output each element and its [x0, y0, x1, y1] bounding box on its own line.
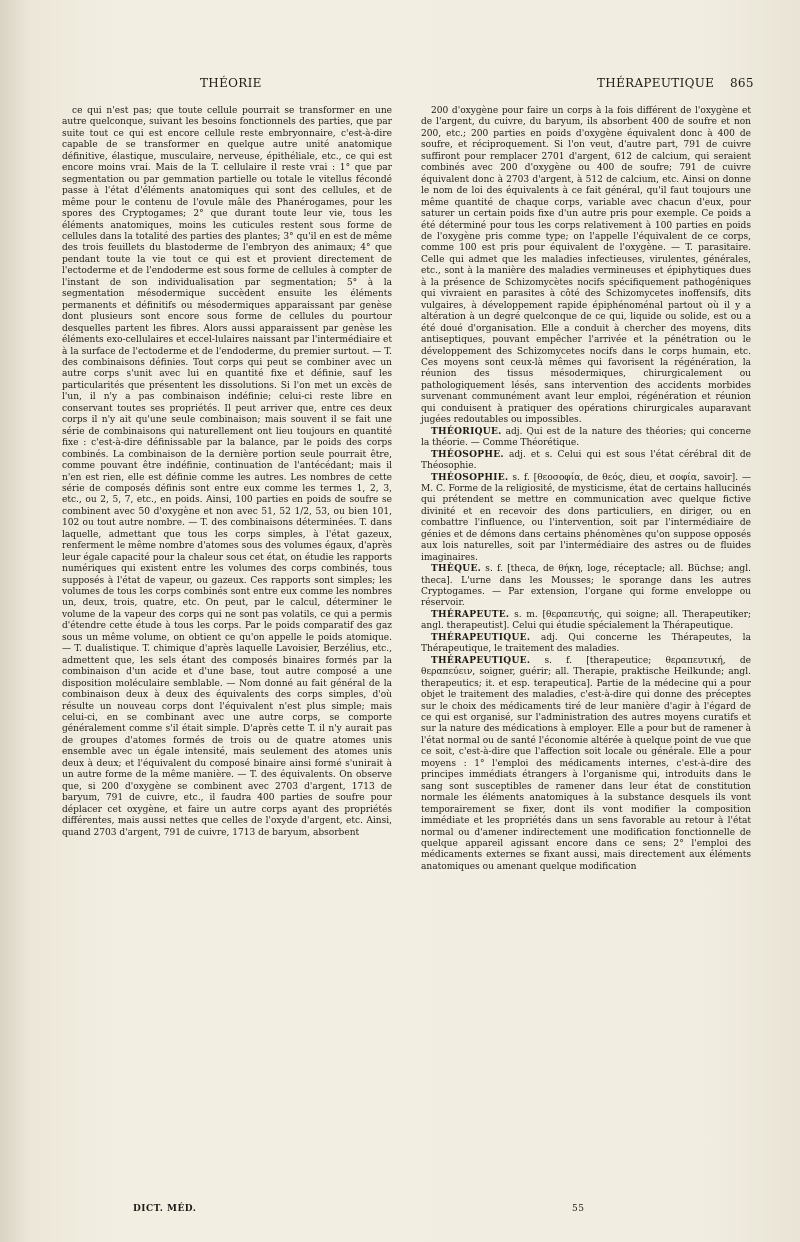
dictionary-entry	[421, 427, 751, 450]
entry-definition: adj. et s. Celui qui est sous l'état cérébral dit de Théosophie.	[421, 449, 751, 472]
entry-definition: s. f. [θεοσοφία, de θεός, dieu, et σοφία, savoir]. — M. C. Forme de la religiosité, de mysticisme, état de certains hallucinés qui prétendent se mettre en communication avec quelque fictive divinité et en recevoir des dons particuliers, en diriger, ou en combattre l'influence, ou l'intervention, soit par l'intermédiaire de génies et de démons dans certains phénomènes qu'on suppose opposés aux lois naturelles, soit par l'intermédiaire des astres ou de fluides imaginaires.	[421, 472, 751, 563]
header-left-title: THÉORIE	[200, 76, 262, 90]
footer-sheet-number: 55	[572, 1204, 585, 1214]
continuation-paragraph	[421, 106, 751, 427]
left-column-text: ce qui n'est pas; que toute cellule pourrait se transformer en une autre quelconque, suivant les besoins fonctionnels des parties, que par suite tout ce qui est encore cellule reste embryonnaire, c'est-à-dire capable de se transformer en quelque autre unité anatomique définitive, élastique, musculaire, nerveuse, épithéliale, etc., ce qui est encore moins vrai. Mais de la T. cellulaire il reste vrai : 1° que par segmentation ou par gemmation partielle ou totale le vitellus fécondé passe à l'état d'éléments anatomiques qui sont des cellules, et de même pour le contenu de l'ovule mâle des Phanérogames, pour les spores des Cryptogames; 2° que durant toute leur vie, tous les éléments anatomiques, moins les cuticules restent sous forme de cellules dans la totalité des parties des plantes; 3° qu'il en est de même des trois feuillets du blastoderme de l'embryon des animaux; 4° que pendant toute la vie tout ce qui est et provient directement de l'ectoderme et de l'endoderme est sous forme de cellules à compter de l'instant de son individualisation par segmentation; 5° à la segmentation mésodermique succèdent ensuite les éléments permanents et définitifs ou mésodermiques apparaissant par genèse dont plusieurs sont encore sous forme de cellules du pourtour desquelles partent les fibres. Alors aussi apparaissent par genèse les éléments exo-cellulaires et eccel-lulaires naissant par l'intermédiaire et à la surface de l'ectoderme et de l'endoderme, du premier surtout. — T. des combinaisons définies. Tout corps qui peut se combiner avec un autre corps s'unit avec lui en quantité fixe et définie, sauf les particularités que présentent les dissolutions. Si l'on met un excès de l'un, il n'y a pas combinaison indéfinie; celui-ci reste libre en conservant toutes ses propriétés. Il peut arriver que, entre ces deux corps il n'y ait qu'une seule combinaison; mais souvent il se fait une série de combinaisons qui naturellement ont lieu toujours en quantité fixe : c'est-à-dire définissable par la balance, par le poids des corps combinés. La combinaison de la dernière portion seule pourrait être, comme pouvant être indéfinie, continuation de l'antécédant; mais il n'en est rien, elle est définie comme les autres. Les nombres de cette série de composés définis sont entre eux comme les termes 1, 2, 3, etc., ou 2, 5, 7, etc., en poids. Ainsi, 100 parties en poids de soufre se combinent avec 50 d'oxygène et non avec 51, 52 1/2, 53, ou bien 101, 102 ou tout autre nombre. — T. des combinaisons déterminées. T. dans laquelle, admettant que tous les corps simples, à l'état gazeux, renferment le même nombre d'atomes sous des volumes égaux, d'après leur égale capacité pour la chaleur sous cet état, on étudie les rapports numériques qui existent entre les volumes des corps combinés, tous supposés à l'état de vapeur, ou gazeux. Ces rapports sont simples; les volumes de tous les corps combinés sont entre eux comme les nombres un, deux, trois, quatre, etc. On peut, par le calcul, déterminer le volume de la vapeur des corps qui ne sont pas volatils, ce qui a permis d'étendre cette étude à tous les corps. Par le poids comparatif des gaz sous un même volume, on obtient ce qu'on appelle le poids atomique. — T. dualistique. T. chimique d'après laquelle Lavoisier, Berzélius, etc., admettent que, les sels étant des composés binaires formés par la combinaison d'un acide et d'une base, tout autre composé a une disposition moléculaire semblable. — Nom donné au fait général de la combinaison deux à deux des équivalents des corps simples, d'où résulte un nouveau corps dont l'équivalent n'est plus simple; mais celui-ci, en se combinant avec une autre corps, se comporte généralement comme s'il était simple. D'après cette T. il n'y aurait pas de groupes d'atomes formés de trois ou de quatre atomes unis ensemble avec un égale intensité, mais seulement des atomes unis deux à deux; et l'équivalent du composé binaire ainsi formé s'unirait à un autre forme de la même manière. — T. des équivalents. On observe que, si 200 d'oxygène se combinent avec 2703 d'argent, 1713 de baryum, 791 de cuivre, etc., il faudra 400 parties de soufre pour déplacer cet oxygène, et faire un autre corps ayant des propriétés différentes, mais aussi nettes que celles de l'oxyde d'argent, etc. Ainsi, quand 2703 d'argent, 791 de cuivre, 1713 de baryum, absorbent	[62, 106, 392, 838]
dictionary-entry	[421, 610, 751, 633]
entry-definition: s. m. [θεραπευτής, qui soigne; all. Therapeutiker; angl. therapeutist]. Celui qui étudie spécialement la Thérapeutique.	[421, 609, 751, 632]
entry-headword: THÉRAPEUTIQUE.	[431, 655, 531, 666]
header-right-title: THÉRAPEUTIQUE	[597, 76, 715, 90]
continuation-text: 200 d'oxygène pour faire un corps à la fois différent de l'oxygène et de l'argent, du cuivre, du baryum, ils absorbent 400 de soufre et non 200, etc.; 200 parties en poids d'oxygène équivalent donc à 400 de soufre, et réciproquement. Si l'on veut, d'autre part, 791 de cuivre suffiront pour remplacer 2701 d'argent, 612 de calcium, qui seraient combinés avec 200 d'oxygène ou 400 de soufre; 791 de cuivre équivalent donc à 2703 d'argent, à 512 de calcium, etc. Ainsi on donne le nom de loi des équivalents à ce fait général, qu'il faut toujours une même quantité de chaque corps, variable avec chacun d'eux, pour saturer un certain poids fixe d'un autre pris pour exemple. Ce poids a été déterminé pour tous les corps relativement à 100 parties en poids de l'oxygène pris comme type; on l'appelle l'équivalent de ce corps, comme 100 est pris pour équivalent de l'oxygène. — T. parasitaire. Celle qui admet que les maladies infectieuses, virulentes, générales, etc., sont à la manière des maladies vermineuses et épiphytiques dues à la présence de Schizomycètes nocifs spécifiquement pathogéniques qui vivraient en parasites à côté des Schizomycetes inoffensifs, dits vulgaires, à développement rapide épiphénoménal partout où il y a altération à un degré quelconque de ce qui, liquide ou solide, est ou a été doué d'organisation. Elle a conduit à chercher des moyens, dits antiseptiques, pouvant empêcher l'arrivée et la pénétration ou le développement des Schizomycetes nocifs dans le corps humain, etc. Ces moyens sont ceux-là mêmes qui favorisent la régénération, la réunion des tissus mésodermiques, chirurgicalement ou pathologiquement lésés, sans intervention des accidents morbides survenant communément avant leur emploi, régénération et réunion qui conduisent à pratiquer des opérations chirurgicales auparavant jugées redoutables ou impossibles.	[421, 106, 751, 426]
entry-headword: THÉRAPEUTIQUE.	[431, 632, 531, 643]
entry-headword: THÉOSOPHE.	[431, 449, 504, 460]
entry-headword: THÉRAPEUTE.	[431, 609, 510, 620]
entry-definition: adj. Qui concerne les Thérapeutes, la Thérapeutique, le traitement des maladies.	[421, 632, 751, 655]
right-column	[421, 106, 751, 873]
dictionary-entry	[421, 450, 751, 473]
dictionary-entry	[421, 656, 751, 874]
left-column	[62, 106, 392, 839]
running-header	[60, 76, 760, 92]
page-number: 865	[730, 76, 754, 90]
entry-headword: THÈQUE.	[431, 564, 482, 575]
entry-definition: s. f. [theca, de θήκη, loge, réceptacle; all. Büchse; angl. theca]. L'urne dans les Mousses; le sporange dans les autres Cryptogames. — Par extension, l'organe qui forme enveloppe ou réservoir.	[421, 564, 751, 609]
dictionary-entry	[421, 473, 751, 565]
dictionary-entry	[421, 564, 751, 610]
entry-definition: adj. Qui est de la nature des théories; qui concerne la théorie. — Comme Théorétique.	[421, 426, 751, 449]
dictionary-entry	[421, 633, 751, 656]
entry-definition: s. f. [therapeutice; θεραπευτική, de θεραπεύειν, soigner, guérir; all. Therapie, praktische Heilkunde; angl. therapeutics; it. et esp. terapeutica]. Partie de la médecine qui a pour objet le traitement des maladies, c'est-à-dire qui donne des préceptes sur le choix des médicaments tiré de leur manière d'agir à l'égard de ce qui est organisé, sur l'administration des autres moyens curatifs et sur la nature des médications à employer. Elle a pour but de ramener à l'état normal ou de santé l'économie altérée à quelque point de vue que ce soit, c'est-à-dire que l'affection soit locale ou générale. Elle a pour moyens : 1° l'emploi des médicaments internes, c'est-à-dire des principes immédiats étrangers à l'organisme qui, introduits dans le sang sont susceptibles de ramener dans leur état de constitution normale les éléments anatomiques à la substance desquels ils vont temporairement se fixer, dont ils vont modifier la composition immédiate et les propriétés dans un sens favorable au retour à l'état normal ou d'amener indirectement une modification fonctionnelle de quelque appareil agissant encore dans ce sens; 2° l'emploi des médicaments externes se fixant aussi, mais directement aux éléments anatomiques ou amenant quelque modification	[421, 655, 751, 872]
footer-signature: DICT. MÉD.	[133, 1204, 197, 1214]
entry-headword: THÉORIQUE.	[431, 426, 502, 437]
entry-headword: THÉOSOPHIE.	[431, 472, 509, 483]
